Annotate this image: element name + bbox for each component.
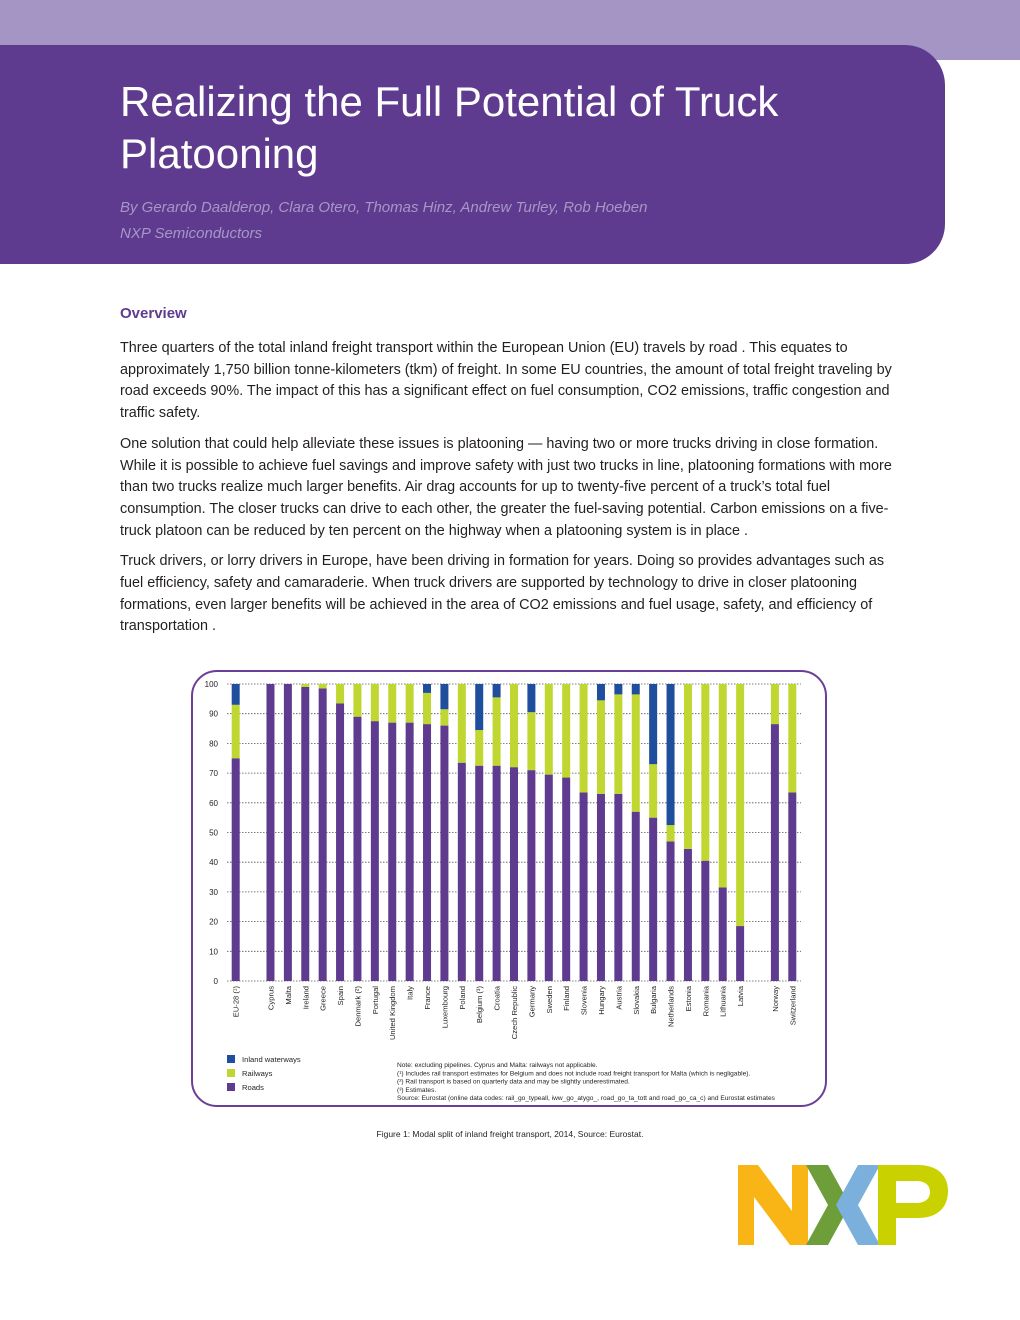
chart-note: Note: excluding pipelines. Cyprus and Malta: railways not applicable. xyxy=(397,1062,598,1069)
category-label: Slovakia xyxy=(631,986,641,1015)
bar-segment xyxy=(580,684,588,792)
category-label: Austria xyxy=(614,986,624,1010)
category-label: Denmark (²) xyxy=(353,986,363,1027)
bar-segment xyxy=(440,684,448,709)
category-label: Cyprus xyxy=(266,986,276,1011)
category-label: Latvia xyxy=(736,986,746,1007)
bar-segment xyxy=(771,724,779,981)
bar-segment xyxy=(440,726,448,981)
bar-segment xyxy=(527,684,535,712)
bar-segment xyxy=(493,697,501,765)
bar-segment xyxy=(319,688,327,981)
bar-segment xyxy=(423,684,431,693)
nxp-logo xyxy=(738,1165,948,1245)
bar-segment xyxy=(597,794,605,981)
bar-segment xyxy=(527,712,535,770)
bar-segment xyxy=(371,684,379,721)
bar-segment xyxy=(406,723,414,981)
bar-segment xyxy=(388,723,396,981)
bar-segment xyxy=(545,684,553,775)
modal-split-chart xyxy=(193,672,825,1105)
document-title: Realizing the Full Potential of Truck Platooning xyxy=(120,78,779,177)
overview-heading: Overview xyxy=(120,305,187,322)
bar-segment xyxy=(545,775,553,981)
legend-label: Inland waterways xyxy=(242,1055,301,1064)
bar-segment xyxy=(667,841,675,981)
category-label: Belgium (³) xyxy=(475,986,485,1024)
bar-segment xyxy=(475,730,483,766)
bar-segment xyxy=(736,926,744,981)
bar-segment xyxy=(493,766,501,981)
bar-segment xyxy=(684,684,692,849)
category-label: Spain xyxy=(336,986,346,1006)
bar-segment xyxy=(406,684,414,723)
bar-segment xyxy=(527,770,535,981)
y-tick-label: 20 xyxy=(209,917,218,927)
y-tick-label: 30 xyxy=(209,887,218,897)
bar-segment xyxy=(458,684,466,763)
figure-caption: Figure 1: Modal split of inland freight transport, 2014, Source: Eurostat. xyxy=(376,1129,644,1139)
legend-swatch xyxy=(227,1055,235,1063)
category-label: Norway xyxy=(770,986,780,1012)
bar-segment xyxy=(632,694,640,811)
bar-segment xyxy=(597,700,605,794)
bar-segment xyxy=(458,763,466,981)
bar-segment xyxy=(632,684,640,694)
bar-segment xyxy=(701,861,709,981)
y-tick-label: 90 xyxy=(209,709,218,719)
paragraph-1: Three quarters of the total inland freight transport within the European Union (EU) travels by road . This equates to approximately 1,750 billion tonne-kilometers (tkm) of freight. In some EU countries, the amount of total freight traveling by road exceeds 90%. The impact of this has a significant effect on fuel consumption, CO2 emissions, traffic congestion and traffic safety. xyxy=(120,340,892,422)
bar-segment xyxy=(597,684,605,700)
chart-note: Source: Eurostat (online data codes: rail_go_typeall, iww_go_atygo_, road_go_ta_tott and road_go_ca_c) and Eurostat estimates xyxy=(397,1095,775,1103)
chart-note: (¹) Includes rail transport estimates for Belgium and does not include road freight transport for Malta (which is negligable). xyxy=(397,1070,751,1078)
category-label: Luxembourg xyxy=(440,986,450,1029)
category-label: Germany xyxy=(527,986,537,1018)
bar-segment xyxy=(440,709,448,725)
y-tick-label: 50 xyxy=(209,828,218,838)
bar-segment xyxy=(788,684,796,792)
chart-note: (²) Rail transport is based on quarterly data and may be slightly underestimated. xyxy=(397,1078,630,1086)
category-label: Italy xyxy=(405,986,415,1000)
category-label: United Kingdom xyxy=(388,986,398,1041)
overview-body xyxy=(120,338,910,647)
bar-segment xyxy=(649,684,657,764)
authors: By Gerardo Daalderop, Clara Otero, Thomas Hinz, Andrew Turley, Rob Hoeben xyxy=(120,199,648,216)
category-label: EU-28 (¹) xyxy=(231,986,241,1018)
bar-segment xyxy=(423,724,431,981)
bar-segment xyxy=(353,717,361,981)
paragraph-2: One solution that could help alleviate these issues is platooning — having two or more trucks driving in close formation. While it is possible to achieve fuel savings and improve safety with just two trucks in line, platooning formations with more than two trucks realize much larger benefits. Air drag accounts for up to twenty-five percent of a truck’s total fuel consumption. The closer trucks can drive to each other, the greater the fuel-saving potential. Carbon emissions on a five-truck platoon can be reduced by ten percent on the highway when a platooning system is in place . xyxy=(120,435,892,539)
legend-swatch xyxy=(227,1069,235,1077)
legend-label: Roads xyxy=(242,1083,264,1092)
bar-segment xyxy=(423,693,431,724)
bar-segment xyxy=(667,684,675,825)
y-tick-label: 10 xyxy=(209,947,218,957)
category-label: Slovenia xyxy=(579,986,589,1016)
bar-segment xyxy=(771,684,779,724)
category-label: Ireland xyxy=(301,986,311,1010)
bar-segment xyxy=(667,825,675,841)
category-label: Czech Republic xyxy=(510,986,519,1040)
y-tick-label: 40 xyxy=(209,858,218,868)
bar-segment xyxy=(336,684,344,703)
affiliation: NXP Semiconductors xyxy=(120,225,263,242)
bar-segment xyxy=(614,694,622,793)
bar-segment xyxy=(266,684,274,981)
logo-n-shape xyxy=(738,1165,808,1245)
bar-segment xyxy=(493,684,501,697)
bar-segment xyxy=(510,767,518,981)
category-label: Sweden xyxy=(544,986,554,1014)
bar-segment xyxy=(319,684,327,688)
bar-segment xyxy=(562,684,570,778)
category-label: Romania xyxy=(701,986,711,1017)
category-label: Finland xyxy=(562,986,572,1011)
y-tick-label: 0 xyxy=(213,977,218,986)
bar-segment xyxy=(719,684,727,887)
bar-segment xyxy=(719,887,727,981)
y-tick-label: 70 xyxy=(209,769,218,779)
bar-segment xyxy=(614,794,622,981)
category-label: Netherlands xyxy=(666,986,676,1027)
bar-segment xyxy=(284,684,292,981)
bar-segment xyxy=(701,684,709,861)
bar-segment xyxy=(649,764,657,817)
category-label: Hungary xyxy=(596,986,606,1015)
bar-segment xyxy=(232,758,240,981)
bar-segment xyxy=(580,792,588,981)
byline xyxy=(120,195,920,247)
chart-note: (³) Estimates. xyxy=(397,1086,437,1094)
bar-segment xyxy=(475,684,483,730)
category-label: Malta xyxy=(283,986,293,1005)
y-tick-label: 100 xyxy=(204,680,218,689)
y-tick-label: 80 xyxy=(209,739,218,749)
category-label: Bulgaria xyxy=(649,986,659,1014)
logo-x-right xyxy=(836,1165,880,1245)
bar-segment xyxy=(510,684,518,767)
category-label: Poland xyxy=(457,986,467,1010)
paragraph-3: Truck drivers, or lorry drivers in Europe, have been driving in formation for years. Doing so provides advantages such as fuel efficiency, safety and camaraderie. When truck drivers are supported by technology to drive in closer platooning formations, even larger benefits will be achieved in the area of CO2 emissions and fuel usage, safety, and efficiency of transportation . xyxy=(120,553,885,635)
legend-swatch xyxy=(227,1083,235,1091)
bar-segment xyxy=(371,721,379,981)
bar-segment xyxy=(736,684,744,926)
category-label: Greece xyxy=(318,986,328,1011)
logo-p-shape xyxy=(878,1165,948,1245)
category-label: Portugal xyxy=(370,986,380,1015)
bar-segment xyxy=(788,792,796,981)
category-label: Lithuania xyxy=(718,986,728,1017)
bar-segment xyxy=(388,684,396,723)
bar-segment xyxy=(232,684,240,705)
category-label: Croatia xyxy=(492,986,502,1011)
bar-segment xyxy=(684,849,692,981)
category-label: France xyxy=(423,986,433,1010)
bar-segment xyxy=(475,766,483,981)
figure-frame xyxy=(191,670,827,1107)
category-label: Switzerland xyxy=(788,986,798,1026)
y-tick-label: 60 xyxy=(209,798,218,808)
bar-segment xyxy=(232,705,240,758)
bar-segment xyxy=(353,684,361,717)
bar-segment xyxy=(649,818,657,981)
bar-segment xyxy=(301,684,309,687)
bar-segment xyxy=(632,812,640,981)
bar-segment xyxy=(301,687,309,981)
legend-label: Railways xyxy=(242,1069,273,1078)
bar-segment xyxy=(562,778,570,981)
category-label: Estonia xyxy=(683,986,693,1012)
bar-segment xyxy=(614,684,622,694)
bar-segment xyxy=(336,703,344,981)
